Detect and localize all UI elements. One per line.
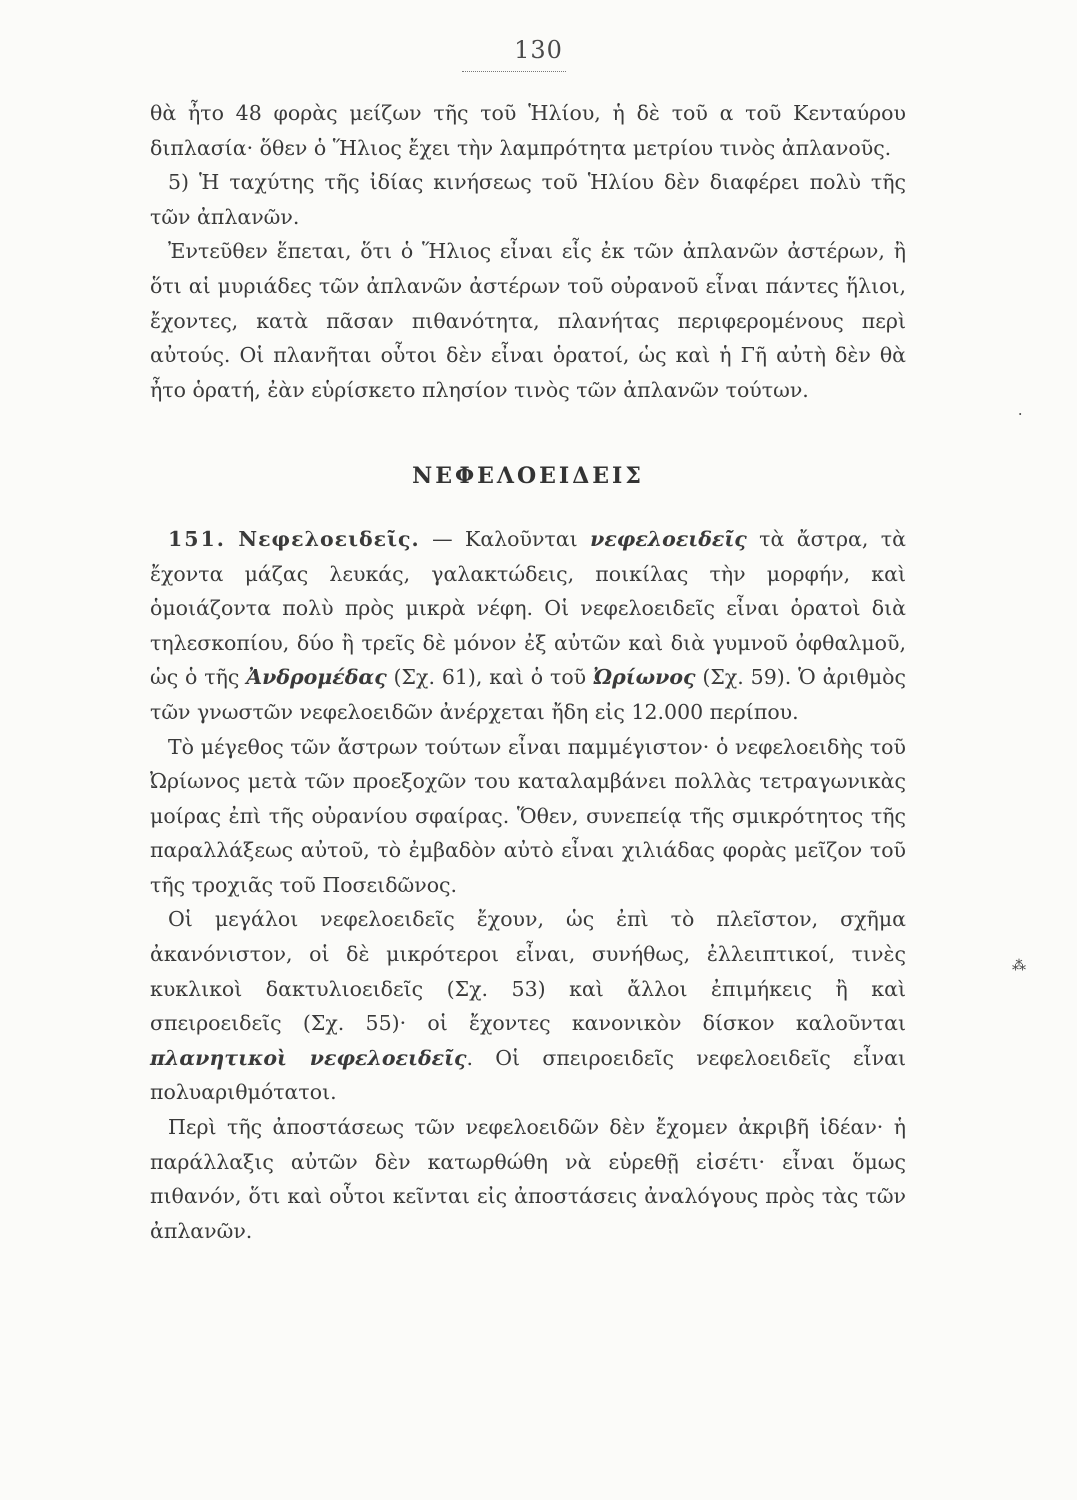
paragraph-nebulae-definition	[150, 522, 906, 730]
text-run: τὰ ἄστρα, τὰ ἔχοντα μάζας λευκάς, γαλακτώδεις, ποικίλας τὴν μορφήν, καὶ ὁμοιάζοντα πολὺ πρὸς μικρὰ νέφη. Οἱ νεφελοειδεῖς εἶναι ὁρατοὶ διὰ τηλεσκοπίου, δύο ἢ τρεῖς δὲ μόνον ἐξ αὐτῶν καὶ διὰ γυμνοῦ ὀφθαλμοῦ, ὡς ὁ τῆς	[150, 526, 906, 690]
page-number: 130	[514, 36, 563, 64]
paragraph-sun-brightness: θὰ ἦτο 48 φορὰς μείζων τῆς τοῦ Ἡλίου, ἡ δὲ τοῦ α τοῦ Κενταύρου διπλασία· ὅθεν ὁ Ἥλιος ἔχει τὴν λαμπρότητα μετρίου τινὸς ἀπλανοῦς.	[150, 101, 906, 160]
emphasis-term: Ἀνδρομέδας	[246, 665, 387, 690]
paragraph-nebulae-size: Τὸ μέγεθος τῶν ἄστρων τούτων εἶναι παμμέγιστον· ὁ νεφελοειδὴς τοῦ Ὠρίωνος μετὰ τῶν προεξοχῶν του καταλαμβάνει πολλὰς τετραγωνικὰς μοίρας ἐπὶ τῆς οὐρανίου σφαίρας. Ὅθεν, συνεπείᾳ τῆς σμικρότητος τῆς παραλλάξεως αὐτοῦ, τὸ ἐμβαδὸν αὐτὸ εἶναι χιλιάδας φορὰς μεῖζον τοῦ τῆς τροχιᾶς τοῦ Ποσειδῶνος.	[150, 734, 906, 897]
text-run: Οἱ μεγάλοι νεφελοειδεῖς ἔχουν, ὡς ἐπὶ τὸ πλεῖστον, σχῆμα ἀκανόνιστον, οἱ δὲ μικρότεροι εἶναι, συνήθως, ἐλλειπτικοί, τινὲς κυκλικοὶ δακτυλιοειδεῖς (Σχ. 53) καὶ ἄλλοι ἐπιμήκεις ἢ καὶ σπειροειδεῖς (Σχ. 55)· οἱ ἔχοντες κανονικὸν δίσκον καλοῦνται	[150, 907, 906, 1036]
section-heading: ΝΕΦΕΛΟΕΙΔΕΙΣ	[412, 463, 644, 490]
emphasis-term: πλανητικοὶ νεφελοειδεῖς	[150, 1045, 467, 1070]
ink-speck-mark: ⁂	[1012, 958, 1026, 974]
emphasis-term: νεφελοειδεῖς	[590, 526, 747, 551]
text-run: . Οἱ σπειροειδεῖς νεφελοειδεῖς εἶναι πολυαριθμότατοι.	[150, 1045, 906, 1105]
text-run: (Σχ. 59). Ὁ ἀριθμὸς τῶν γνωστῶν νεφελοειδῶν ἀνέρχεται ἤδη εἰς 12.000 περίπου.	[150, 665, 906, 724]
text-run: — Καλοῦνται	[419, 526, 591, 551]
section-title: Νεφελοειδεῖς.	[238, 526, 420, 551]
text-run: (Σχ. 61), καὶ ὁ τοῦ	[386, 665, 593, 690]
section-number: 151.	[168, 526, 226, 551]
body-text	[150, 96, 906, 1248]
paragraph-sun-conclusion: Ἐντεῦθεν ἕπεται, ὅτι ὁ Ἥλιος εἶναι εἷς ἐκ τῶν ἀπλανῶν ἀστέρων, ἢ ὅτι αἱ μυριάδες τῶν ἀπλανῶν ἀστέρων τοῦ οὐρανοῦ εἶναι πάντες ἥλιοι, ἔχοντες, κατὰ πᾶσαν πιθανότητα, πλανήτας περιφερομένους περὶ αὐτούς. Οἱ πλανῆται οὗτοι δὲν εἶναι ὁρατοί, ὡς καὶ ἡ Γῆ αὐτὴ δὲν θὰ ἦτο ὁρατή, ἐὰν εὑρίσκετο πλησίον τινὸς τῶν ἀπλανῶν τούτων.	[150, 239, 906, 402]
paragraph-nebulae-distance: Περὶ τῆς ἀποστάσεως τῶν νεφελοειδῶν δὲν ἔχομεν ἀκριβῆ ἰδέαν· ἡ παράλλαξις αὐτῶν δὲν κατωρθώθη νὰ εὑρεθῇ εἰσέτι· εἶναι ὅμως πιθανόν, ὅτι καὶ οὗτοι κεῖνται εἰς ἀποστάσεις ἀναλόγους πρὸς τὰς τῶν ἀπλανῶν.	[150, 1115, 906, 1243]
page-number-rule	[462, 71, 566, 72]
ink-speck-mark: ᛫	[1016, 408, 1025, 424]
paragraph-nebulae-shape	[150, 902, 906, 1110]
paragraph-sun-velocity: 5) Ἡ ταχύτης τῆς ἰδίας κινήσεως τοῦ Ἡλίου δὲν διαφέρει πολὺ τῆς τῶν ἀπλανῶν.	[150, 170, 906, 229]
emphasis-term: Ὠρίωνος	[593, 665, 696, 690]
